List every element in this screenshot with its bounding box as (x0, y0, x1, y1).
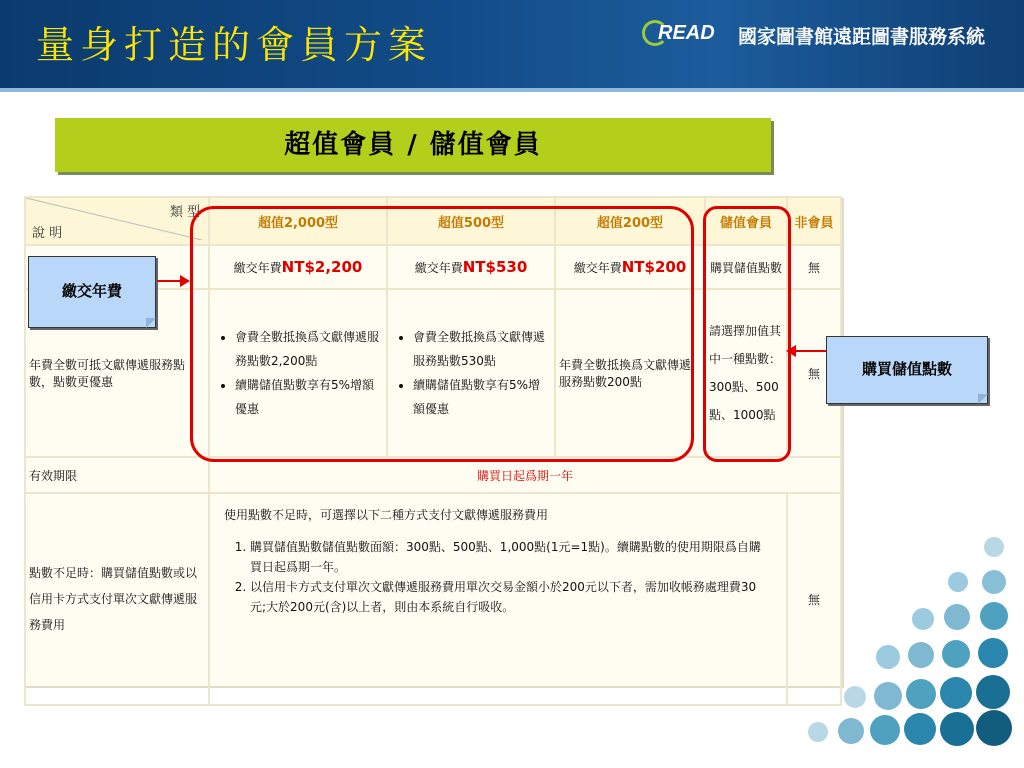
column-header: 超值2,000型 (209, 197, 387, 245)
page-title: 量身打造的會員方案 (36, 23, 433, 67)
decorative-dot-icon (906, 679, 936, 709)
decorative-dot-icon (982, 570, 1006, 594)
decorative-dot-icon (908, 642, 934, 668)
system-name: 國家圖書館遠距圖書服務系統 (738, 26, 986, 48)
banner-text: 超值會員 / 儲值會員 (284, 130, 542, 160)
decorative-dot-icon (874, 682, 902, 710)
decorative-dot-icon (948, 572, 968, 592)
fee-non-member: 無 (787, 245, 841, 289)
validity-value: 購買日起爲期一年 (209, 457, 841, 493)
column-header: 儲值會員 (705, 197, 787, 245)
super-member-highlight (190, 206, 694, 462)
banner (55, 118, 771, 172)
corner-type-label: 類 型 (169, 205, 200, 220)
validity-row (25, 457, 841, 493)
decorative-dot-icon (912, 608, 934, 630)
decorative-dot-icon (844, 686, 866, 708)
fee-prefix: 繳交年費 (573, 261, 622, 275)
insufficient-intro: 使用點數不足時，可選擇以下二種方式支付文獻傳遞服務費用 (224, 508, 549, 522)
fee-price: NT$2,200 (281, 258, 363, 276)
insufficient-row (25, 493, 841, 705)
decorative-dot-icon (978, 638, 1008, 668)
arrow-left-icon (786, 345, 796, 357)
decorative-dot-icon (870, 715, 900, 745)
fee-price: NT$530 (462, 258, 528, 276)
callout-arrow-line (796, 350, 826, 352)
decorative-dot-icon (944, 604, 970, 630)
list-item: • 會費全數抵換爲文獻傳遞服務點數2,200點 (235, 325, 383, 373)
list-item: • 續購儲值點數享有5%增額優惠 (413, 373, 551, 421)
column-header: 超值200型 (555, 197, 705, 245)
header-divider (0, 88, 1024, 92)
benefit-non-member: 無 (787, 289, 841, 457)
insufficient-label: 點數不足時：購買儲值點數或以信用卡方式支付單次文獻傳遞服務費用 (25, 493, 209, 705)
column-header: 超值500型 (387, 197, 555, 245)
decorative-dot-icon (980, 602, 1008, 630)
benefit-label: 年費全數可抵文獻傳遞服務點數，點數更優惠 (25, 289, 209, 457)
callout-buy-points: 購買儲值點數 (826, 336, 988, 404)
corner-cell (25, 197, 209, 245)
decorative-dot-icon (984, 537, 1004, 557)
validity-label: 有效期限 (25, 457, 209, 493)
read-logo-text: READ (658, 22, 715, 44)
arrow-right-icon (180, 275, 190, 287)
callout-arrow-line (157, 280, 181, 282)
list-item: 1. 購買儲值點數儲值點數面額：300點、500點、1,000點(1元=1點)。續購點數的使用期限爲自購買日起爲期一年。 (250, 537, 772, 577)
corner-desc-label: 說 明 (32, 226, 63, 241)
decorative-dot-icon (838, 718, 864, 744)
fee-prefix: 繳交年費 (233, 261, 282, 275)
decorative-dot-icon (940, 677, 972, 709)
decorative-dot-icon (940, 712, 974, 746)
decorative-dot-icon (976, 675, 1010, 709)
callout-annual-fee: 繳交年費 (28, 256, 156, 328)
benefit-stored-value: 請選擇加值其中一種點數：300點、500點、1000點 (705, 289, 787, 457)
decorative-dot-icon (976, 710, 1012, 746)
column-header: 非會員 (787, 197, 841, 245)
decorative-dot-icon (808, 722, 828, 742)
list-item: 2. 以信用卡方式支付單次文獻傳遞服務費用單次交易金額小於200元以下者，需加收帳務處理費30元;大於200元(含)以上者，則由本系統自行吸收。 (250, 577, 772, 617)
insufficient-content (209, 493, 787, 705)
fee-prefix: 繳交年費 (414, 261, 463, 275)
list-item: • 會費全數抵換爲文獻傳遞服務點數530點 (413, 325, 551, 373)
stored-value-highlight (703, 206, 791, 462)
list-item: • 續購儲值點數享有5%增額優惠 (235, 373, 383, 421)
decorative-dot-icon (904, 713, 936, 745)
decorative-dot-icon (876, 645, 900, 669)
insufficient-non-member: 無 (787, 493, 841, 705)
fee-stored-value: 購買儲值點數 (705, 245, 787, 289)
benefit-cell: 年費全數抵換爲文獻傳遞服務點數200點 (555, 289, 705, 457)
header-bar (0, 0, 1024, 88)
decorative-dot-icon (942, 640, 970, 668)
fee-price: NT$200 (621, 258, 687, 276)
